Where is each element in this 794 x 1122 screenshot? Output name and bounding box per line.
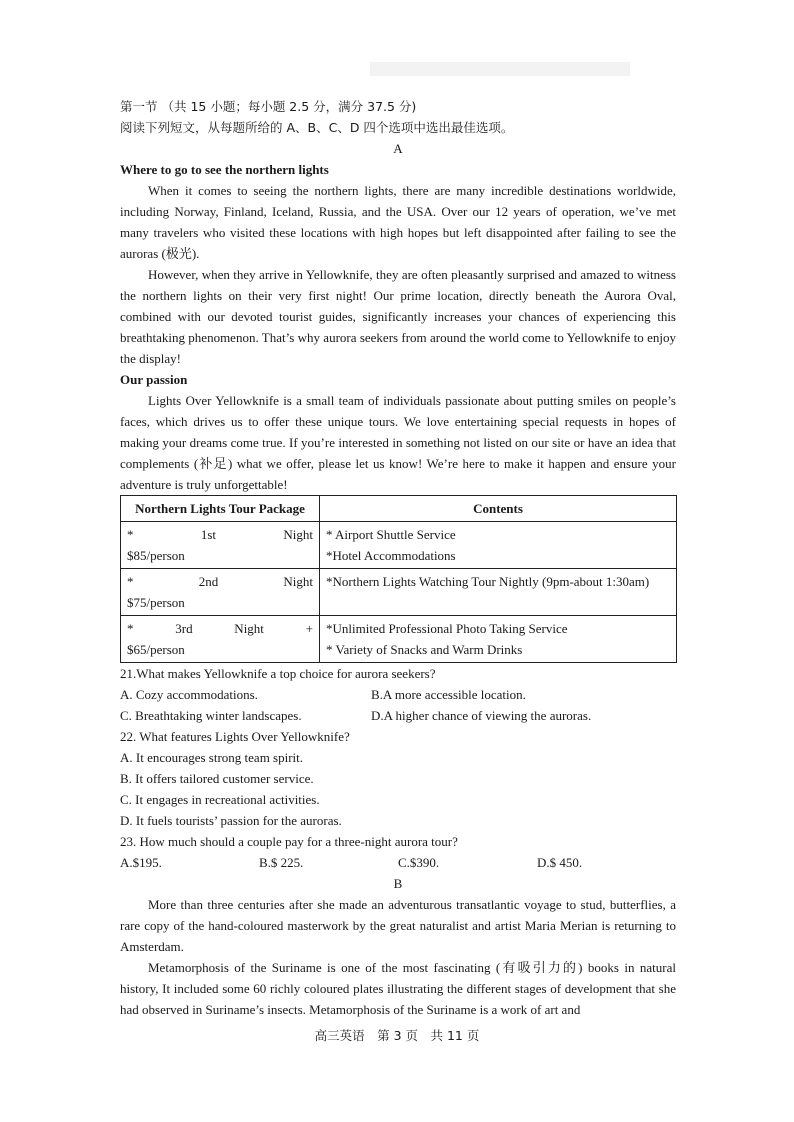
package-cell xyxy=(121,522,320,569)
option: A. It encourages strong team spirit. xyxy=(120,750,304,765)
section-header: 第一节 （共 15 小题；每小题 2.5 分，满分 37.5 分) xyxy=(120,99,417,114)
passage-a-paragraph-2: However, when they arrive in Yellowknife, they are often pleasantly surprised and amazed to witness the northern lights on their very first night! Our prime location, directly beneath the Aurora Oval, combined with our devoted tourist guides, significantly increases your chances of experiencing this breathtaking phenomenon. That’s why aurora seekers from around the world come to Yellowknife to enjoy the display! xyxy=(120,267,676,366)
contents-line: *Unlimited Professional Photo Taking Service xyxy=(326,621,568,636)
contents-line: * Variety of Snacks and Warm Drinks xyxy=(326,642,523,657)
option: B.$ 225. xyxy=(259,855,304,870)
passage-a-paragraph-1: When it comes to seeing the northern lights, there are many incredible destinations worldwide, including Norway, Finland, Iceland, Russia, and the USA. Over our 12 years of operation, we’ve met many travelers who visited these locations with high hopes but left disappointed after failing to see the auroras (极光). xyxy=(120,183,676,261)
our-passion-heading: Our passion xyxy=(120,372,188,387)
faded-top-print xyxy=(370,62,630,76)
contents-line: *Northern Lights Watching Tour Nightly (9pm-about 1:30am) xyxy=(326,574,650,589)
option: C. It engages in recreational activities. xyxy=(120,792,320,807)
table-row xyxy=(121,522,677,569)
question-23-stem: 23. How much should a couple pay for a three-night aurora tour? xyxy=(120,834,458,849)
package-night: * 2nd Night xyxy=(127,574,313,589)
option: D. It fuels tourists’ passion for the auroras. xyxy=(120,813,342,828)
package-price: $85/person xyxy=(127,548,185,563)
package-price: $65/person xyxy=(127,642,185,657)
contents-line: *Hotel Accommodations xyxy=(326,548,456,563)
table-row xyxy=(121,616,677,663)
package-night: * 3rd Night + xyxy=(127,621,313,636)
contents-cell xyxy=(320,522,677,569)
question-23-options xyxy=(120,852,676,873)
instruction: 阅读下列短文，从每题所给的 A、B、C、D 四个选项中选出最佳选项。 xyxy=(120,120,514,135)
option: A.$195. xyxy=(120,855,162,870)
package-night: * 1st Night xyxy=(127,527,313,542)
passage-b-paragraph-1: More than three centuries after she made an adventurous transatlantic voyage to stud, butterflies, a rare copy of the hand-coloured masterwork by the great naturalist and artist Maria Merian is returning to Amsterdam. xyxy=(120,897,676,954)
question-21-options-row-2 xyxy=(120,705,676,726)
header-package: Northern Lights Tour Package xyxy=(121,496,320,522)
contents-cell xyxy=(320,616,677,663)
question-21-options-row-1 xyxy=(120,684,676,705)
option: C. Breathtaking winter landscapes. xyxy=(120,708,302,723)
contents-line: * Airport Shuttle Service xyxy=(326,527,456,542)
option: A. Cozy accommodations. xyxy=(120,687,258,702)
header-contents: Contents xyxy=(320,496,677,522)
passage-b-paragraph-2: Metamorphosis of the Suriname is one of the most fascinating (有吸引力的) books in natural history, It included some 60 richly coloured plates illustrating the different stages of development that she had observed in Suriname’s insects. Metamorphosis of the Suriname is a work of art and xyxy=(120,960,676,1017)
package-cell xyxy=(121,569,320,616)
passage-a-letter: A xyxy=(393,141,403,156)
passion-paragraph: Lights Over Yellowknife is a small team of individuals passionate about putting smiles on people’s faces, which drives us to offer these unique tours. We love entertaining special requests in hopes of making your dreams come true. If you’re interested in something not listed on our site or have an idea that complements (补足) what we offer, please let us know! We’re here to make it happen and ensure your adventure is truly unforgettable! xyxy=(120,393,676,492)
option: B. It offers tailored customer service. xyxy=(120,771,314,786)
option: B.A more accessible location. xyxy=(371,687,526,702)
package-cell xyxy=(121,616,320,663)
passage-b-letter: B xyxy=(393,876,403,891)
tour-package-table xyxy=(120,495,677,663)
page-footer: 高三英语 第 3 页 共 11 页 xyxy=(314,1028,480,1043)
passage-a-title: Where to go to see the northern lights xyxy=(120,162,329,177)
question-21-stem: 21.What makes Yellowknife a top choice for aurora seekers? xyxy=(120,666,436,681)
question-22-stem: 22. What features Lights Over Yellowknife? xyxy=(120,729,350,744)
table-row xyxy=(121,569,677,616)
option: D.A higher chance of viewing the auroras. xyxy=(371,708,592,723)
exam-page xyxy=(120,96,676,1020)
package-price: $75/person xyxy=(127,595,185,610)
table-header-row xyxy=(121,496,677,522)
option: C.$390. xyxy=(398,855,440,870)
option: D.$ 450. xyxy=(537,855,583,870)
contents-cell xyxy=(320,569,677,616)
